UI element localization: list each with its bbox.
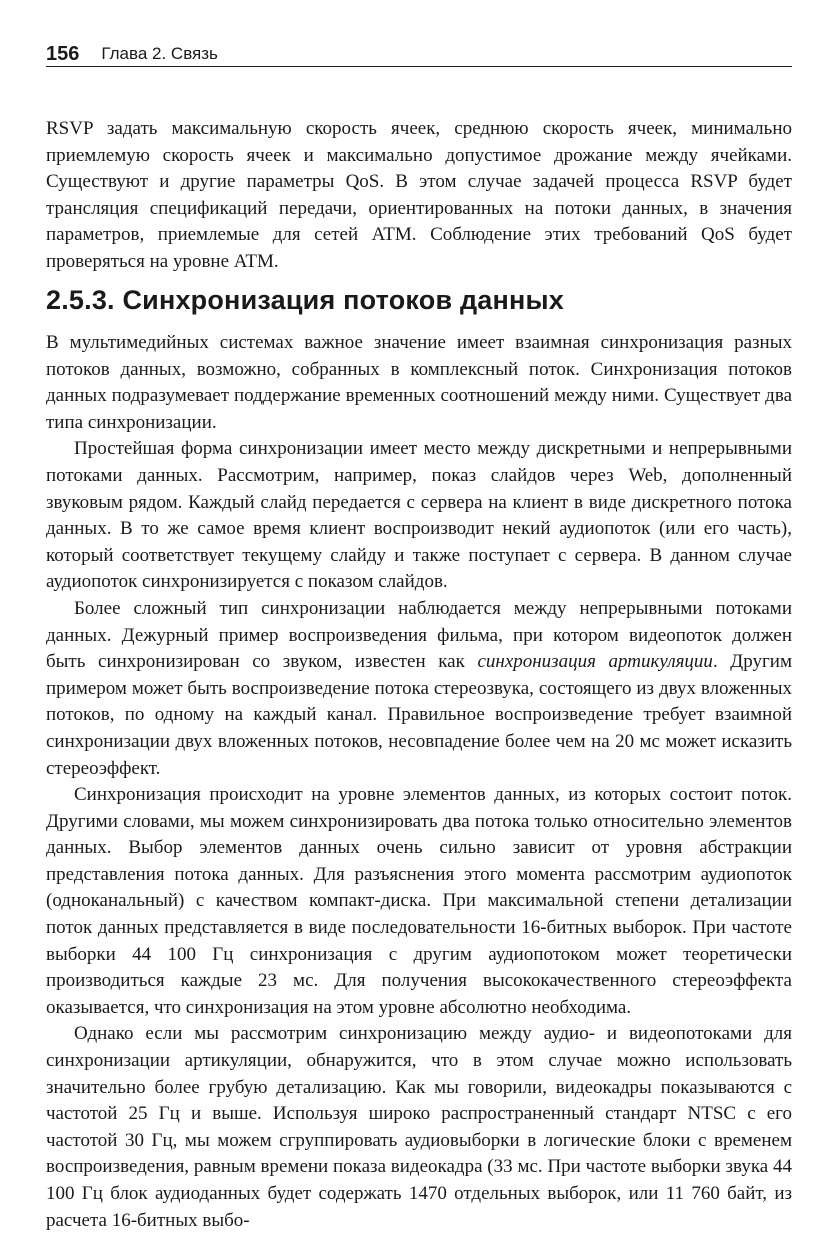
paragraph-4: Синхронизация происходит на уровне элементов данных, из которых состоит поток. Другими словами, мы можем синхронизировать два потока только относительно элементов данных. Выбор элементов данных очень сильно зависит от уровня абстракции представления потока данных. Для разъяснения этого момента рассмотрим аудиопоток (одноканальный) с качеством компакт-диска. При максимальной степени детализации поток данных представляется в виде последовательности 16-битных выборок. При частоте выборки 44 100 Гц синхронизация с другим аудиопотоком может теоретически производиться каждые 23 мс. Для получения высококачественного стереоэффекта оказывается, что синхронизация на этом уровне абсолютно необходима.: [46, 784, 792, 1018]
paragraph-3-text-after: . Другим примером может быть воспроизведение потока стереозвука, состоящего из двух вложенных потоков, по одному на каждый канал. Правильное воспроизведение требует взаимной синхронизации двух вложенных потоков, несовпадение более чем на 20 мс может исказить стереоэффект.: [46, 651, 792, 779]
section-body: [46, 330, 792, 1234]
paragraph-1: В мультимедийных системах важное значение имеет взаимная синхронизация разных потоков данных, возможно, собранных в комплексный поток. Синхронизация потоков данных подразумевает поддержание временных соотношений между ними. Существует два типа синхронизации.: [46, 332, 792, 433]
chapter-title: Глава 2. Связь: [101, 44, 218, 63]
paragraph-3: [46, 596, 792, 782]
intro-text-block: [46, 116, 792, 276]
running-header: [46, 38, 792, 67]
intro-paragraph: RSVP задать максимальную скорость ячеек, среднюю скорость ячеек, минимально приемлемую скорость ячеек и максимально допустимое дрожание между ячейками. Существуют и другие параметры QoS. В этом случае задачей процесса RSVP будет трансляция спецификаций передачи, ориентированных на потоки данных, в значения параметров, приемлемые для сетей ATM. Соблюдение этих требований QoS будет проверяться на уровне ATM.: [46, 118, 792, 272]
section-heading: 2.5.3. Синхронизация потоков данных: [46, 285, 564, 315]
page-number: 156: [46, 43, 80, 65]
paragraph-5: Однако если мы рассмотрим синхронизацию между аудио- и видеопотоками для синхронизации артикуляции, обнаружится, что в этом случае можно использовать значительно более грубую детализацию. Как мы говорили, видеокадры показываются с частотой 25 Гц и выше. Используя широко распространенный стандарт NTSC с его частотой 30 Гц, мы можем сгруппировать аудиовыборки в логические блоки с временем воспроизведения, равным времени показа видеокадра (33 мс. При частоте выборки звука 44 100 Гц блок аудиоданных будет содержать 1470 отдельных выборок, или 11 760 байт, из расчета 16-битных выбо-: [46, 1023, 792, 1231]
paragraph-2: Простейшая форма синхронизации имеет место между дискретными и непрерывными потоками данных. Рассмотрим, например, показ слайдов через Web, дополненный звуковым рядом. Каждый слайд передается с сервера на клиент в виде дискретного потока данных. В то же самое время клиент воспроизводит некий аудиопоток (или его часть), который соответствует текущему слайду и также поступает с сервера. В данном случае аудиопоток синхронизируется с показом слайдов.: [46, 438, 792, 593]
term-lip-sync: синхронизация артикуляции: [477, 651, 713, 673]
paragraph-3-text-before: Более сложный тип синхронизации наблюдается между непрерывными потоками данных. Дежурный пример воспроизведения фильма, при котором видеопоток должен быть синхронизирован со звуком, известен как: [46, 597, 792, 673]
